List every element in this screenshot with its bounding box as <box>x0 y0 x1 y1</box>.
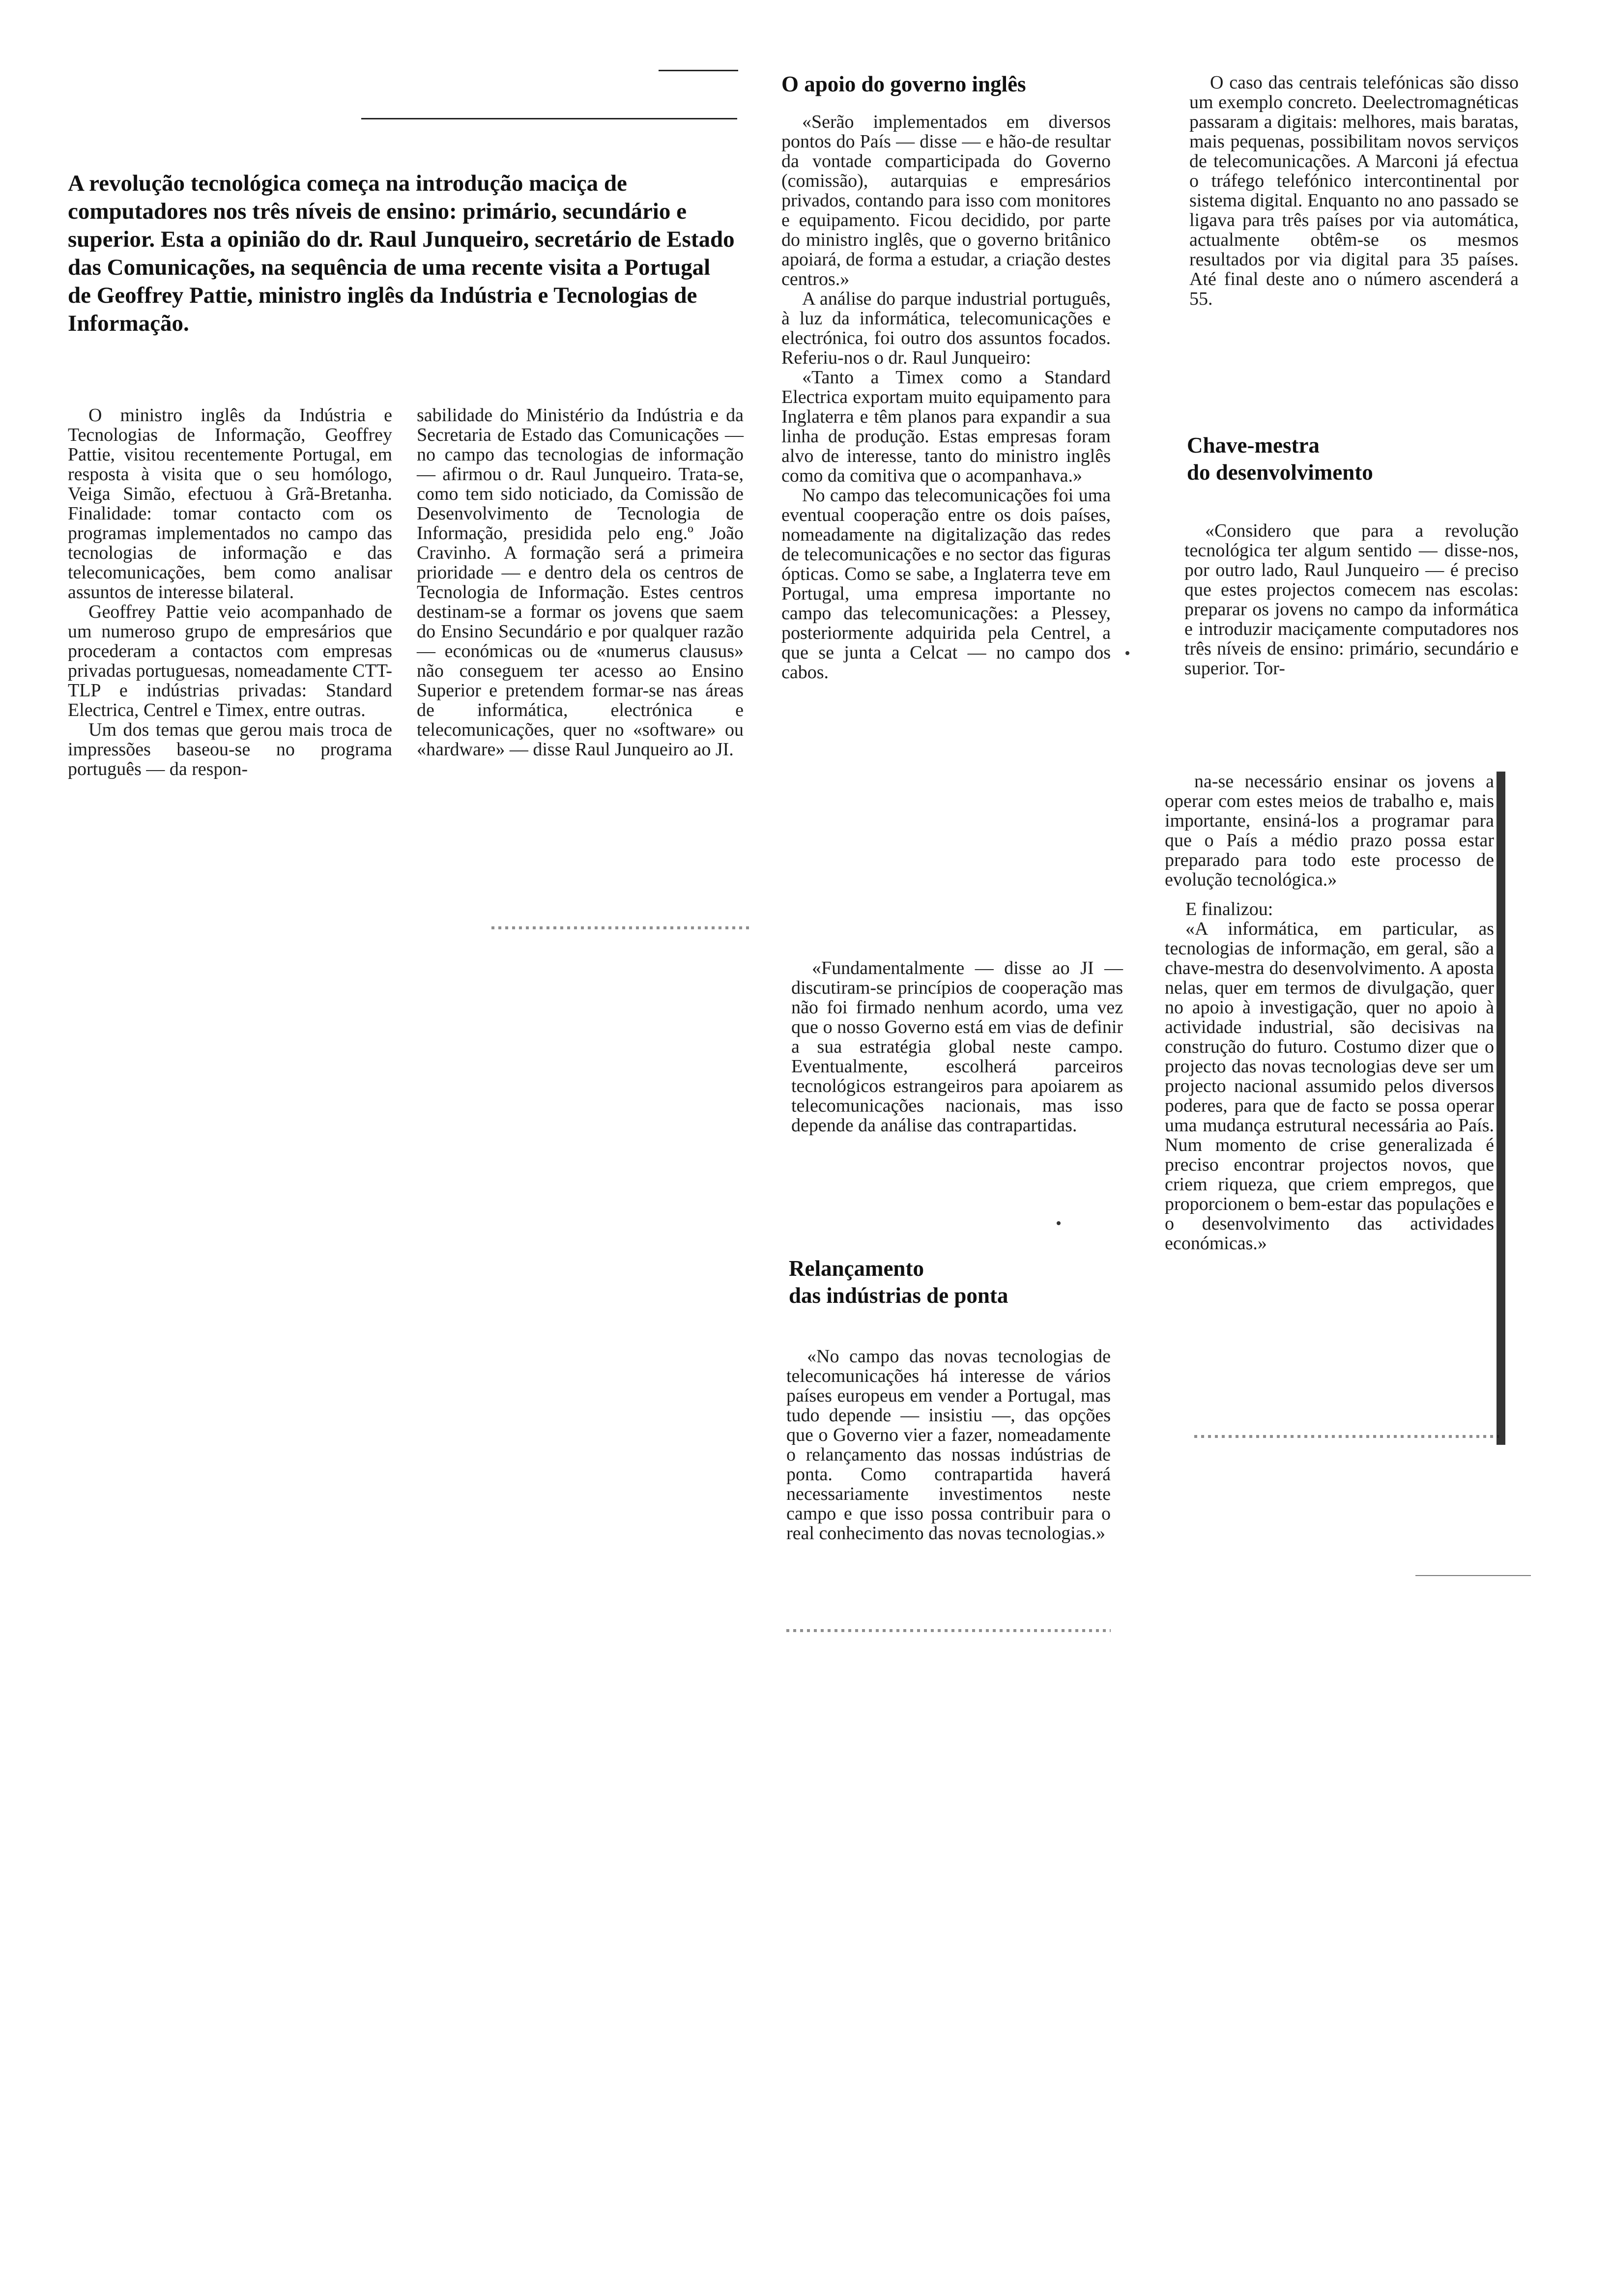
heading-chave-mestra-line1: Chave-mestra <box>1187 433 1320 458</box>
column-1 <box>68 405 392 779</box>
lead-paragraph: A revolução tecnológica começa na introdução maciça de computadores nos três níveis de ensino: primário, secundário e superior. Esta a opinião do dr. Raul Junqueiro, secretário de Estado das Comunicações, na sequência de uma recente visita a Portugal de Geoffrey Pattie, ministro inglês da Indústria e Tecnologias de Informação. <box>68 171 735 336</box>
column-3-paragraph: A análise do parque industrial português, à luz da informática, telecomunicações e electrónica, foi outro dos assuntos focados. Referiu-nos o dr. Raul Junqueiro: <box>781 288 1111 368</box>
top-rule-long <box>361 118 737 119</box>
heading-apoio-governo: O apoio do governo inglês <box>781 72 1026 96</box>
column-1-paragraph: Um dos temas que gerou mais troca de impressões baseou-se no programa português — da respon- <box>68 719 392 779</box>
print-smudge <box>1194 1435 1499 1438</box>
print-speck <box>1125 651 1129 655</box>
column-2-paragraph: sabilidade do Ministério da Indústria e da Secretaria de Estado das Comunicações — no campo das tecnologias de informação — afirmou o dr. Raul Junqueiro. Trata-se, como tem sido noticiado, da Comissão de Desenvolvimento de Tecnologia de Informação, presidida pelo eng.º João Cravinho. A formação será a primeira prioridade — e dentro dela os centros de Tecnologia de Informação. Estes centros destinam-se a formar os jovens que saem do Ensino Secundário e por qualquer razão — económicas ou de «numerus clausus» não conseguem ter acesso ao Ensino Superior e pretendem formar-se nas áreas de informática, electrónica e telecomunicações, quer no «software» ou «hardware» — disse Raul Junqueiro ao JI. <box>417 405 744 760</box>
column-4-paragraph: «A informática, em particular, as tecnologias de informação, em geral, são a chave-mestra do desenvolvimento. A aposta nelas, quer em termos de divulgação, quer no apoio à investigação, quer no apoio à actividade industrial, são decisivas na construção do futuro. Costumo dizer que o projecto das novas tecnologias deve ser um projecto nacional assumido pelos diversos poderes, para que de facto se possa operar uma mudança estrutural necessária ao País. Num momento de crise generalizada é preciso encontrar projectos novos, que criem riqueza, que criem empregos, que proporcionem o bem-estar das populações e o desenvolvimento das actividades económicas.» <box>1165 918 1494 1254</box>
column-3-paragraph: «Serão implementados em diversos pontos do País — disse — e hão-de resultar da vontade comparticipada do Governo (comissão), autarquias e empresários privados, contando para isso com monitores e equipamento. Ficou decidido, por parte do ministro inglês, que o governo britânico apoiará, de forma a estudar, a criação destes centros.» <box>781 112 1111 289</box>
print-smudge <box>491 926 752 929</box>
print-smudge <box>786 1629 1111 1632</box>
ink-streak <box>1497 772 1505 1445</box>
column-4-mid <box>1184 521 1519 678</box>
column-3-paragraph: «No campo das novas tecnologias de telecomunicações há interesse de vários países europeus em vender a Portugal, mas tudo depende — insistiu —, das opções que o Governo vier a fazer, nomeadamente o relançamento das nossas indústrias de ponta. Como contrapartida haverá necessariamente investimentos neste campo e que isso possa contribuir para o real conhecimento das novas tecnologias.» <box>786 1346 1111 1544</box>
column-3-mid <box>791 958 1123 1135</box>
column-3-paragraph: «Tanto a Timex como a Standard Electrica exportam muito equipamento para Inglaterra e têm planos para expandir a sua linha de produção. Estas empresas foram alvo de interesse, tanto do ministro inglês como da comitiva que o acompanhava.» <box>781 367 1111 486</box>
heading-relancamento-line1: Relançamento <box>789 1256 924 1281</box>
column-4-paragraph: «Considero que para a revolução tecnológica ter algum sentido — disse-nos, por outro lado, Raul Junqueiro — é preciso que estes projectos comecem nas escolas: preparar os jovens no campo da informática e introduzir maciçamente computadores nos três níveis de ensino: primário, secundário e superior. Tor- <box>1184 520 1519 679</box>
column-1-paragraph: O ministro inglês da Indústria e Tecnologias de Informação, Geoffrey Pattie, visitou recentemente Portugal, em resposta à visita que o seu homólogo, Veiga Simão, efectuou à Grã-Bretanha. Finalidade: tomar contacto com os programas implementados no campo das tecnologias de informação e das telecomunicações, bem como analisar assuntos de interesse bilateral. <box>68 405 392 603</box>
bottom-right-rule <box>1415 1575 1531 1576</box>
column-4-paragraph: na-se necessário ensinar os jovens a operar com estes meios de trabalho e, mais importante, ensiná-los a programar para que o País a médio prazo possa estar preparado para todo este processo de evolução tecnológica.» <box>1165 771 1494 890</box>
column-4-paragraph: O caso das centrais telefónicas são disso um exemplo concreto. Deelectromagnéticas passaram a digitais: melhores, mais baratas, mais pequenas, possibilitam novos serviços de telecomunicações. A Marconi já efectua o tráfego telefónico intercontinental por sistema digital. Enquanto no ano passado se ligava para três países por via automática, actualmente obtêm-se os mesmos resultados por via digital para 35 países. Até final deste ano o número ascenderá a 55. <box>1189 72 1519 309</box>
column-3-top <box>781 112 1111 682</box>
column-4-paragraph: E finalizou: <box>1185 899 1273 919</box>
print-speck <box>1057 1221 1061 1225</box>
column-4-bottom <box>1165 772 1494 1253</box>
heading-chave-mestra-line2: do desenvolvimento <box>1187 460 1373 485</box>
column-3-bottom <box>786 1347 1111 1543</box>
column-4-top <box>1189 73 1519 309</box>
column-3-paragraph: No campo das telecomunicações foi uma eventual cooperação entre os dois países, nomeadamente na digitalização das redes de telecomunicações e no sector das figuras ópticas. Como se sabe, a Inglaterra teve em Portugal, uma empresa importante no campo das telecomunicações: a Plessey, posteriormente adquirida pela Centrel, a que se junta a Celcat — no campo dos cabos. <box>781 485 1111 683</box>
heading-relancamento-line2: das indústrias de ponta <box>789 1283 1008 1308</box>
column-3-paragraph: «Fundamentalmente — disse ao JI — discutiram-se princípios de cooperação mas não foi firmado nenhum acordo, uma vez que o nosso Governo está em vias de definir a sua estratégia global neste campo. Eventualmente, escolherá parceiros tecnológicos estrangeiros para apoiarem as telecomunicações nacionais, mas isso depende da análise das contrapartidas. <box>791 958 1123 1136</box>
column-1-paragraph: Geoffrey Pattie veio acompanhado de um numeroso grupo de empresários que procederam a contactos com empresas privadas portuguesas, nomeadamente CTT-TLP e indústrias privadas: Standard Electrica, Centrel e Timex, entre outras. <box>68 602 392 720</box>
column-2 <box>417 405 744 759</box>
top-rule-short <box>659 70 738 71</box>
